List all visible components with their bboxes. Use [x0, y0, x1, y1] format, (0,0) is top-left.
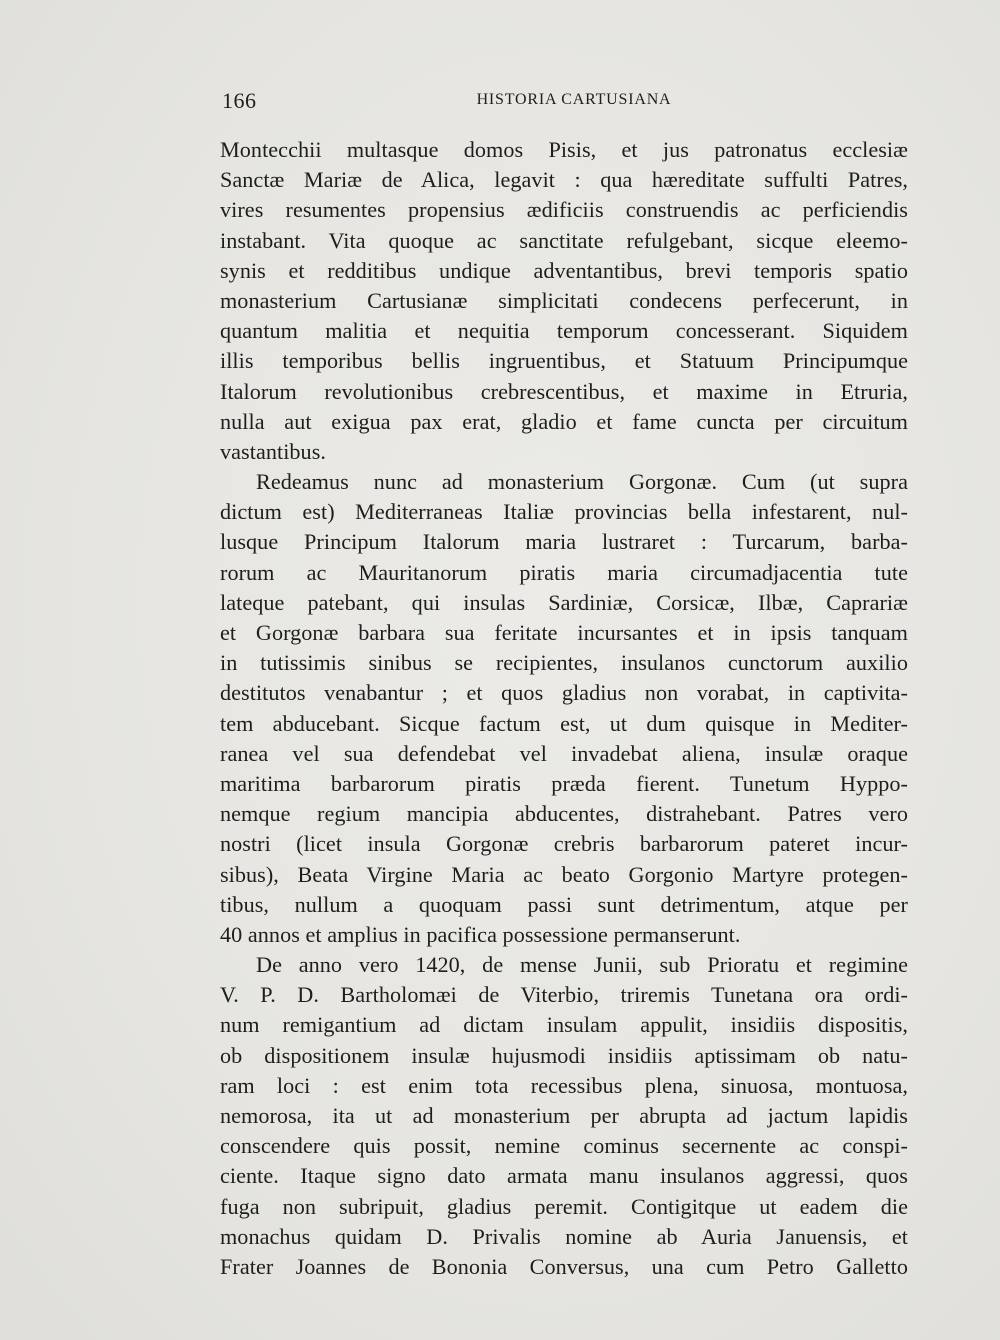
text-line: instabant. Vita quoque ac sanctitate refulgebant, sicque eleemo- — [220, 227, 908, 253]
text-line: ciente. Itaque signo dato armata manu insulanos aggressi, quos — [220, 1163, 908, 1189]
text-line: vires resumentes propensius ædificiis construendis ac perficiendis — [220, 197, 908, 223]
text-line: synis et redditibus undique adventantibus, brevi temporis spatio — [220, 257, 908, 283]
text-line: destitutos venabantur ; et quos gladius non vorabat, in captivita- — [220, 680, 908, 706]
paragraph-start-line: De anno vero 1420, de mense Junii, sub Prioratu et regimine — [256, 952, 908, 978]
text-line: sibus), Beata Virgine Maria ac beato Gorgonio Martyre protegen- — [220, 861, 908, 887]
text-line: ob dispositionem insulæ hujusmodi insidiis aptissimam ob natu- — [220, 1042, 908, 1068]
text-line: tibus, nullum a quoquam passi sunt detrimentum, atque per — [220, 891, 908, 917]
text-line: in tutissimis sinibus se recipientes, insulanos cunctorum auxilio — [220, 650, 908, 676]
text-line: nemque regium mancipia abducentes, distrahebant. Patres vero — [220, 801, 908, 827]
paragraph-start-line: Redeamus nunc ad monasterium Gorgonæ. Cum (ut supra — [256, 469, 908, 495]
body-text — [220, 135, 908, 1282]
text-line: tem abducebant. Sicque factum est, ut dum quisque in Mediter- — [220, 710, 908, 736]
paragraph-end-line: 40 annos et amplius in pacifica possessione permanserunt. — [220, 921, 741, 947]
text-line: Frater Joannes de Bononia Conversus, una cum Petro Galletto — [220, 1253, 908, 1279]
paragraph-end-line: vastantibus. — [220, 438, 326, 464]
text-line: maritima barbarorum piratis præda fierent. Tunetum Hyppo- — [220, 770, 908, 796]
text-line: ranea vel sua defendebat vel invadebat aliena, insulæ oraque — [220, 740, 908, 766]
text-line: et Gorgonæ barbara sua feritate incursantes et in ipsis tanquam — [220, 620, 908, 645]
running-head — [222, 88, 908, 116]
text-line: num remigantium ad dictam insulam appulit, insidiis dispositis, — [220, 1012, 908, 1038]
text-line: lateque patebant, qui insulas Sardiniæ, Corsicæ, Ilbæ, Caprariæ — [220, 589, 908, 615]
text-line: dictum est) Mediterraneas Italiæ provincias bella infestarent, nul- — [220, 499, 908, 525]
running-title: HISTORIA CARTUSIANA — [476, 91, 672, 108]
text-line: monachus quidam D. Privalis nomine ab Auria Januensis, et — [220, 1223, 908, 1249]
text-line: lusque Principum Italorum maria lustraret : Turcarum, barba- — [220, 529, 908, 555]
text-line: illis temporibus bellis ingruentibus, et Statuum Principumque — [220, 348, 908, 374]
text-line: V. P. D. Bartholomæi de Viterbio, triremis Tunetana ora ordi- — [220, 982, 908, 1008]
page-number: 166 — [222, 88, 257, 113]
text-line: nemorosa, ita ut ad monasterium per abrupta ad jactum lapidis — [220, 1103, 908, 1128]
text-line: nostri (licet insula Gorgonæ crebris barbarorum pateret incur- — [220, 831, 908, 857]
text-line: fuga non subripuit, gladius peremit. Contigitque ut eadem die — [220, 1193, 908, 1219]
text-line: Sanctæ Mariæ de Alica, legavit : qua hæreditate suffulti Patres, — [220, 167, 908, 193]
text-line: monasterium Cartusianæ simplicitati condecens perfecerunt, in — [220, 287, 908, 313]
text-line: quantum malitia et nequitia temporum concesserant. Siquidem — [220, 318, 908, 344]
text-line: nulla aut exigua pax erat, gladio et fame cuncta per circuitum — [220, 408, 908, 434]
text-line: Montecchii multasque domos Pisis, et jus patronatus ecclesiæ — [220, 137, 908, 162]
text-line: conscendere quis possit, nemine cominus secernente ac conspi- — [220, 1133, 908, 1159]
text-line: rorum ac Mauritanorum piratis maria circumadjacentia tute — [220, 559, 908, 585]
text-line: Italorum revolutionibus crebrescentibus, et maxime in Etruria, — [220, 378, 908, 404]
text-line: ram loci : est enim tota recessibus plena, sinuosa, montuosa, — [220, 1072, 908, 1098]
